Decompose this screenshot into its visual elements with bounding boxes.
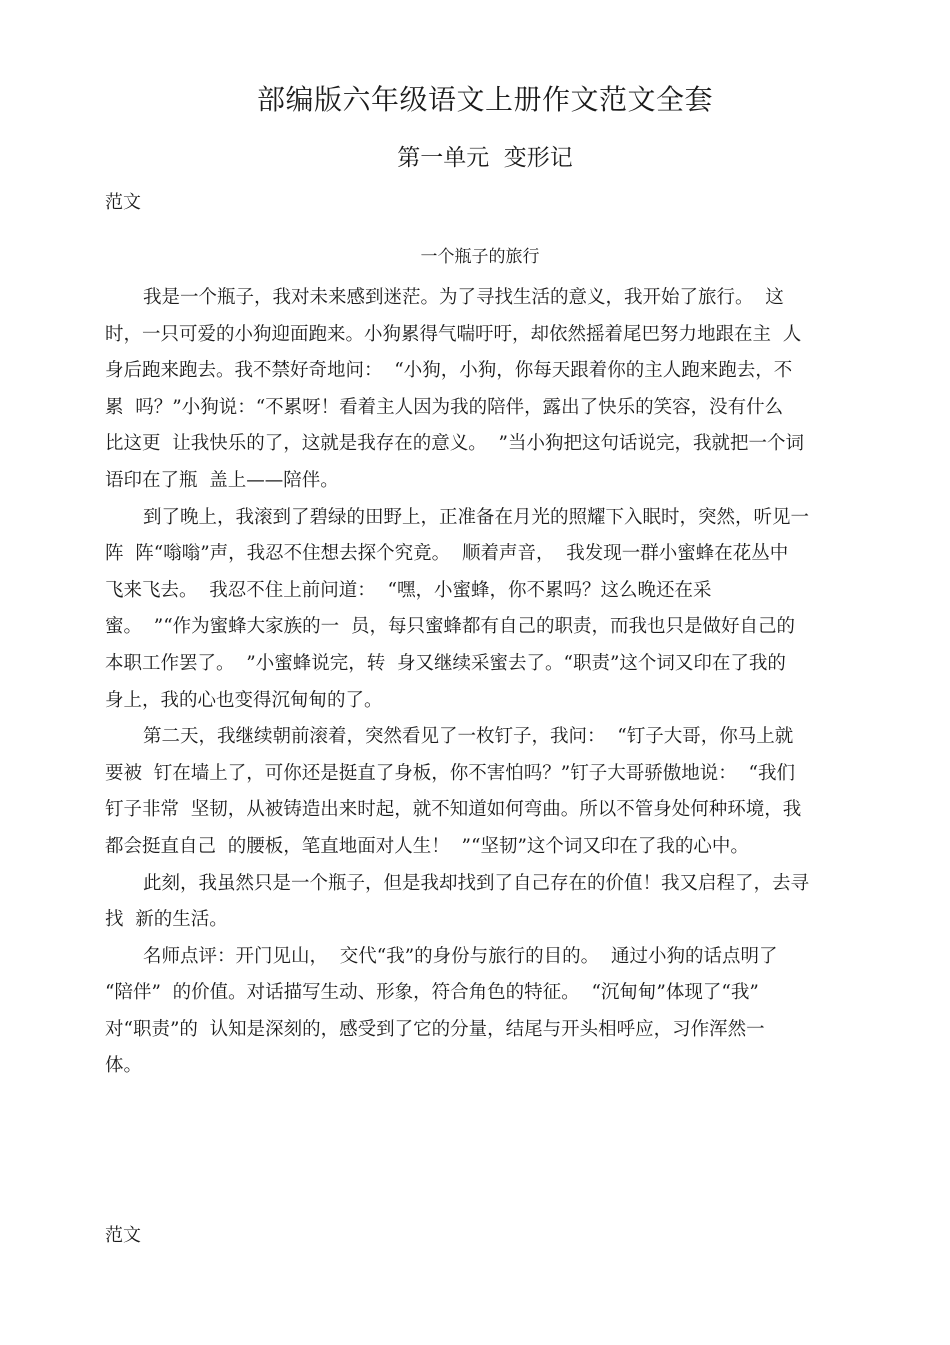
essay-line: 身后跑来跑去。我不禁好奇地问： “小狗，小狗，你每天跟着你的主人跑来跑去，不 (105, 360, 793, 382)
essay-title: 一个瓶子的旅行 (420, 247, 540, 267)
essay-line: 此刻，我虽然只是一个瓶子，但是我却找到了自己存在的价值！我又启程了，去寻 (143, 872, 810, 894)
essay-line: 本职工作罢了。 ”小蜜蜂说完，转 身又继续采蜜去了。“职责”这个词又印在了我的 (105, 652, 786, 674)
essay-line: 比这更 让我快乐的了，这就是我存在的意义。 ”当小狗把这句话说完，我就把一个词 (105, 433, 804, 455)
essay-line: 都会挺直自己 的腰板，笔直地面对人生！ ”“坚韧”这个词又印在了我的心中。 (105, 835, 749, 857)
essay-line: 要被 钉在墙上了，可你还是挺直了身板，你不害怕吗？”钉子大哥骄傲地说： “我们 (105, 762, 795, 784)
essay-line: 时，一只可爱的小狗迎面跑来。小狗累得气喘吁吁，却依然摇着尾巴努力地跟在主 人 (105, 323, 802, 345)
document-title: 部编版六年级语文上册作文范文全套 (256, 83, 713, 116)
teacher-comment-line: 名师点评：开门见山， 交代“我”的身份与旅行的目的。 通过小狗的话点明了 (143, 945, 778, 967)
sample-label-2: 范文 (105, 1225, 141, 1246)
essay-line: 身上，我的心也变得沉甸甸的了。 (105, 689, 383, 711)
essay-line: 找 新的生活。 (105, 909, 228, 931)
essay-line: 飞来飞去。 我忍不住上前问道： “嘿，小蜜蜂，你不累吗？这么晚还在采 (105, 579, 712, 601)
essay-line: 到了晚上，我滚到了碧绿的田野上，正准备在月光的照耀下入眠时，突然，听见一 (143, 506, 810, 528)
essay-line: 我是一个瓶子，我对未来感到迷茫。为了寻找生活的意义，我开始了旅行。 这 (143, 287, 784, 308)
essay-line: 累 吗？”小狗说：“不累呀！看着主人因为我的陪伴，露出了快乐的笑容，没有什么 (105, 396, 784, 418)
essay-line: 第二天，我继续朝前滚着，突然看见了一枚钉子，我问： “钉子大哥，你马上就 (143, 726, 794, 748)
teacher-comment-line: 对“职责”的 认知是深刻的，感受到了它的分量，结尾与开头相呼应，习作浑然一 (105, 1018, 765, 1040)
teacher-comment-line: 体。 (105, 1055, 143, 1077)
essay-line: 钉子非常 坚韧，从被铸造出来时起，就不知道如何弯曲。所以不管身处何种环境，我 (105, 799, 802, 821)
unit-title: 第一单元 变形记 (397, 145, 573, 171)
teacher-comment-line: “陪伴” 的价值。对话描写生动、形象，符合角色的特征。 “沉甸甸”体现了“我” (105, 982, 759, 1004)
essay-line: 蜜。 ”“作为蜜蜂大家族的一 员，每只蜜蜂都有自己的职责，而我也只是做好自己的 (105, 616, 795, 638)
essay-line: 阵 阵“嗡嗡”声，我忍不住想去探个究竟。 顺着声音， 我发现一群小蜜蜂在花丛中 (105, 543, 789, 565)
essay-body (105, 280, 865, 1085)
essay-line: 语印在了瓶 盖上——陪伴。 (105, 469, 339, 491)
sample-label: 范文 (105, 192, 141, 213)
